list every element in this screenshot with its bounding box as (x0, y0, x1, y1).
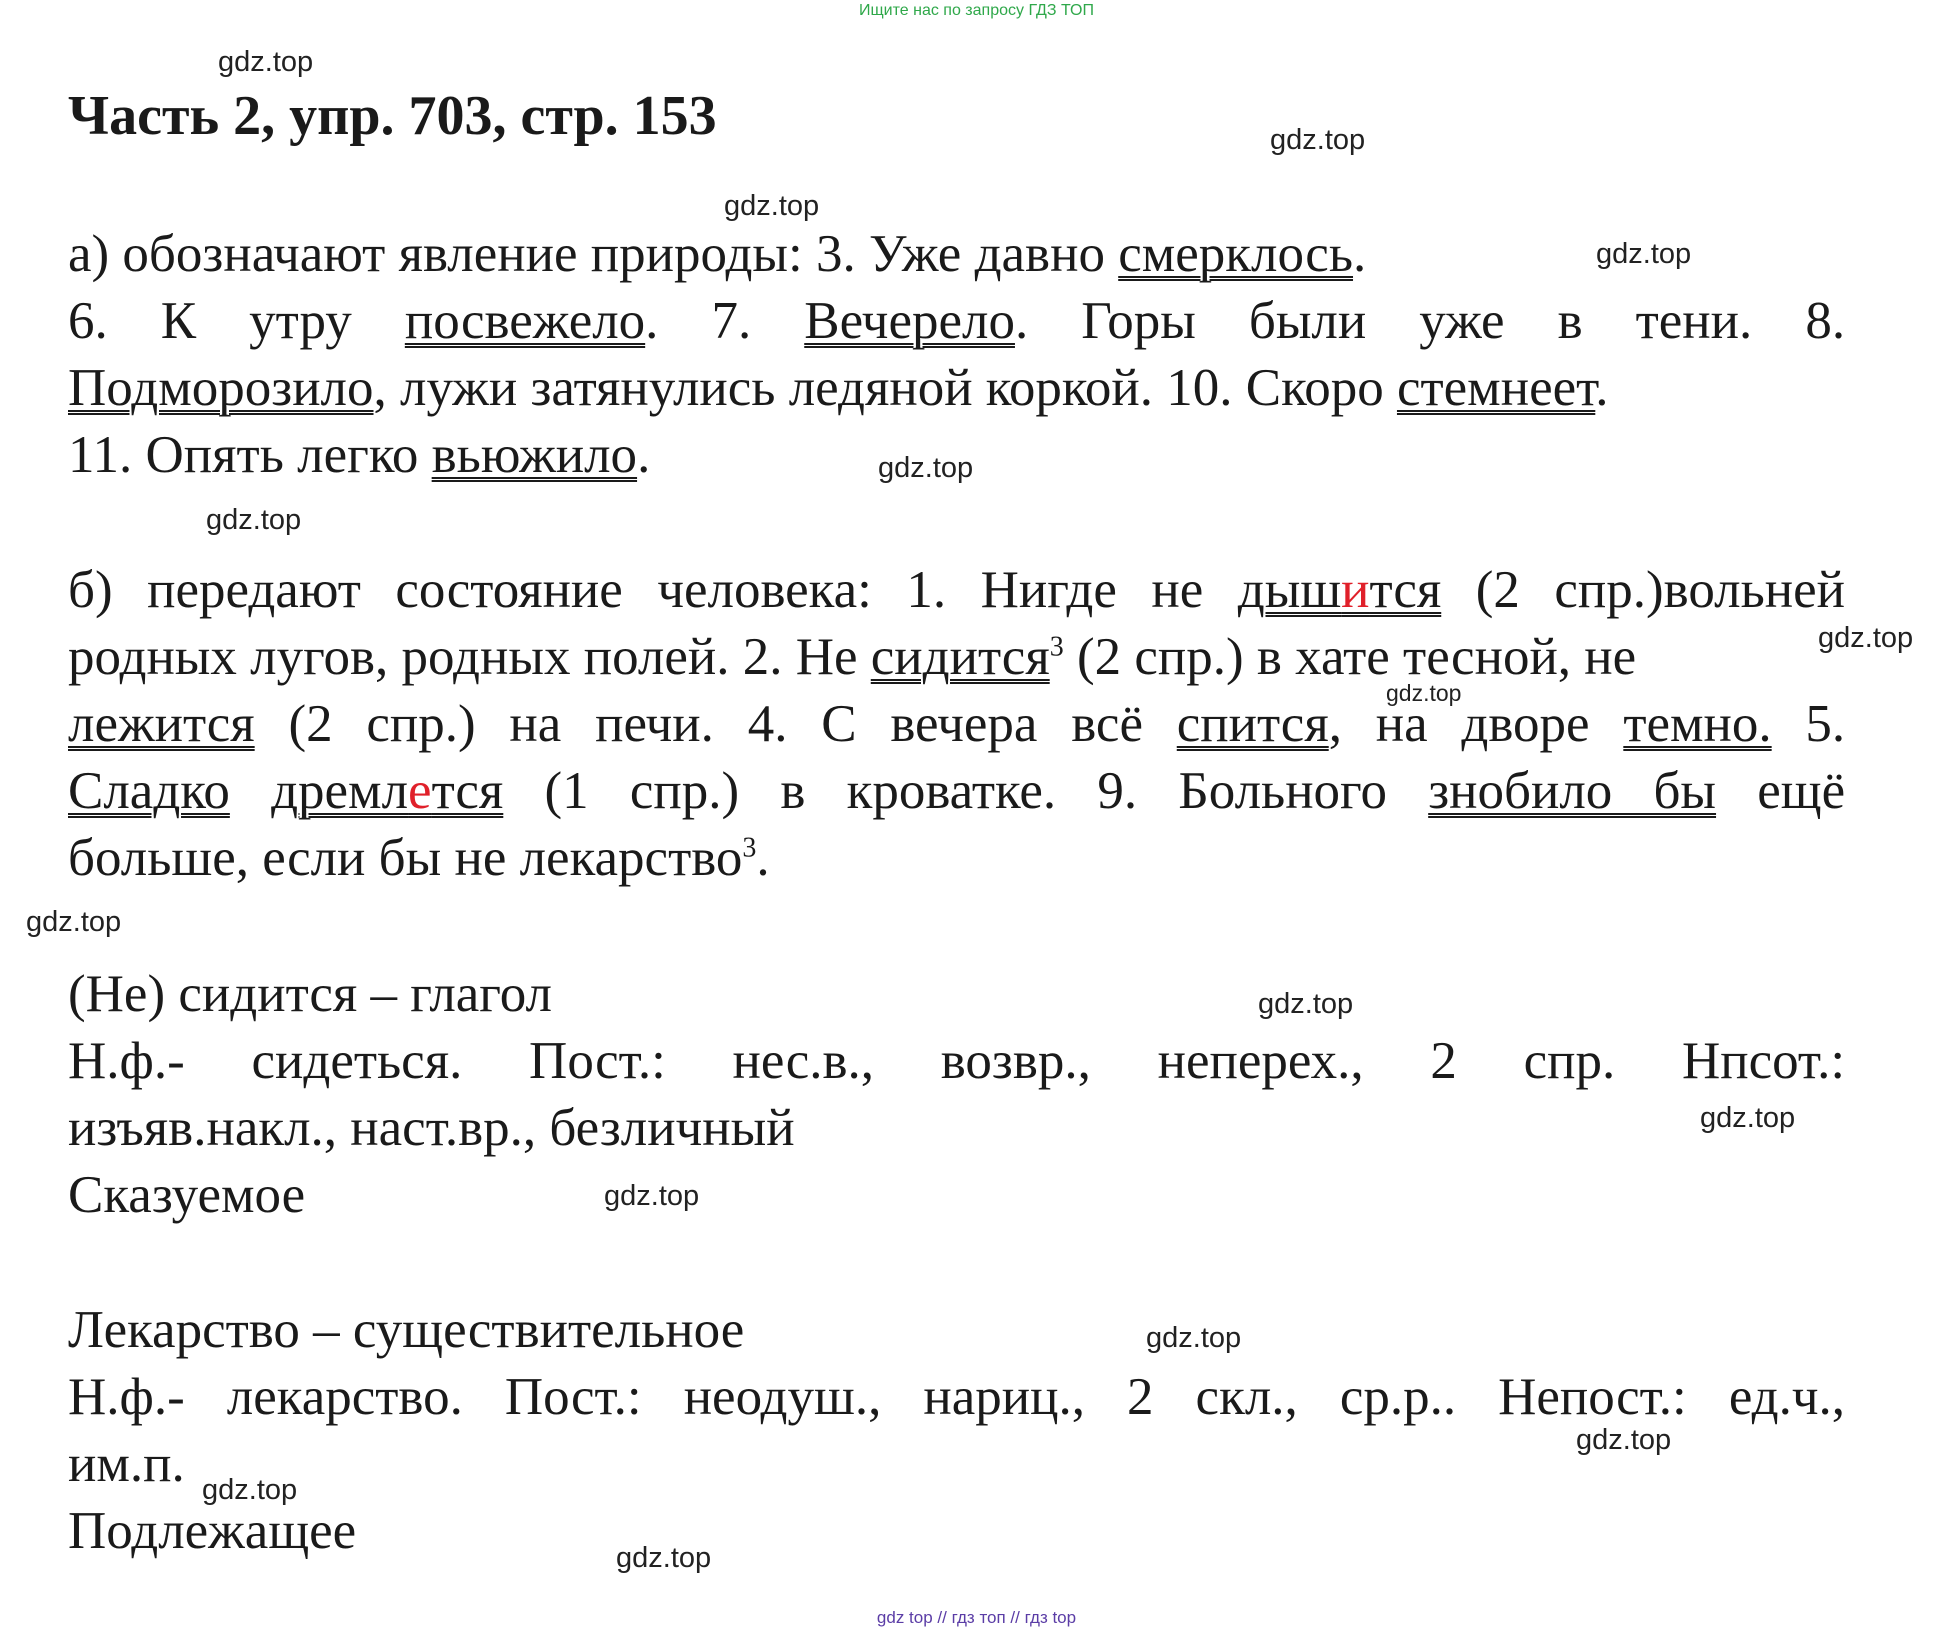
highlighted-vowel: е (408, 762, 432, 820)
section-a-line-3: Подморозило, лужи затянулись ледяной коркой. 10. Скоро стемнеет. (68, 359, 1609, 417)
analysis-1-line-3: изъяв.накл., наст.вр., безличный (68, 1099, 795, 1157)
footnote-mark: 3 (1049, 631, 1064, 663)
analysis-2-role: Подлежащее (68, 1502, 357, 1560)
predicate-underlined: дышится (1237, 561, 1442, 619)
predicate-underlined: лежится (68, 695, 255, 753)
watermark: gdz.top (878, 452, 974, 484)
section-b-line-4: Сладко дремлется (1 спр.) в кроватке. 9. Больного знобило бы ещё (68, 762, 1846, 820)
watermark: gdz.top (616, 1542, 712, 1574)
watermark: gdz.top (1596, 238, 1692, 270)
analysis-1-heading: (Не) сидится – глагол (68, 965, 552, 1023)
section-b-line-1: б) передают состояние человека: 1. Нигде не дышится (2 спр.)вольней (68, 561, 1846, 619)
section-b-line-5: больше, если бы не лекарство$^3$. (68, 829, 770, 887)
predicate-underlined: смерклось (1118, 225, 1354, 283)
watermark: gdz.top (1576, 1424, 1672, 1456)
footer-links[interactable]: gdz top // гдз топ // гдз top (876, 1608, 1077, 1627)
watermark: gdz.top (1818, 622, 1914, 654)
watermark: gdz.top (218, 46, 314, 78)
watermark: gdz.top (1146, 1322, 1242, 1354)
watermark: gdz.top (604, 1180, 700, 1212)
analysis-2-line-2: Н.ф.- лекарство. Пост.: неодуш., нариц., 2 скл., ср.р.. Непост.: ед.ч., (68, 1368, 1846, 1426)
predicate-underlined: посвежело (404, 292, 646, 350)
predicate-underlined: сидится (870, 628, 1050, 686)
predicate-underlined: знобило бы (1428, 762, 1717, 820)
top-note[interactable]: Ищите нас по запросу ГДЗ ТОП (859, 2, 1094, 19)
watermark: gdz.top (1700, 1102, 1796, 1134)
analysis-1-line-2: Н.ф.- сидеться. Пост.: нес.в., возвр., неперех., 2 спр. Нпсот.: (68, 1032, 1846, 1090)
analysis-2-line-3: им.п. (68, 1435, 185, 1493)
predicate-underlined: вьюжило (431, 426, 638, 484)
predicate-underlined: стемнеет (1396, 359, 1596, 417)
predicate-underlined: спится (1176, 695, 1329, 753)
watermark: gdz.top (1270, 124, 1366, 156)
predicate-underlined: Подморозило (68, 359, 374, 417)
highlighted-vowel: и (1341, 561, 1370, 619)
predicate-underlined: темно. (1623, 695, 1772, 753)
section-a-line-4: 11. Опять легко вьюжило. (68, 426, 651, 484)
predicate-underlined: Вечерело (804, 292, 1015, 350)
analysis-2-heading: Лекарство – существительное (68, 1301, 745, 1359)
watermark: gdz.top (206, 504, 302, 536)
footnote-mark: 3 (742, 832, 757, 864)
section-a-line-1: а) обозначают явление природы: 3. Уже давно смерклось. (68, 225, 1367, 283)
page-title: Часть 2, упр. 703, стр. 153 (68, 85, 717, 147)
analysis-1-role: Сказуемое (68, 1166, 306, 1224)
watermark: gdz.top (1386, 680, 1462, 706)
predicate-underlined: дремлется (271, 762, 504, 820)
section-b-line-3: лежится (2 спр.) на печи. 4. С вечера всё спится, на дворе темно. 5. (68, 695, 1846, 753)
watermark: gdz.top (202, 1474, 298, 1506)
watermark: gdz.top (724, 190, 820, 222)
section-b-line-2: родных лугов, родных полей. 2. Не сидится$^3$ (2 спр.) в хате тесной, не (68, 628, 1637, 686)
watermark: gdz.top (1258, 988, 1354, 1020)
watermark: gdz.top (26, 906, 122, 938)
section-a-line-2: 6. К утру посвежело. 7. Вечерело. Горы были уже в тени. 8. (68, 292, 1846, 350)
predicate-underlined: Сладко (68, 762, 230, 820)
